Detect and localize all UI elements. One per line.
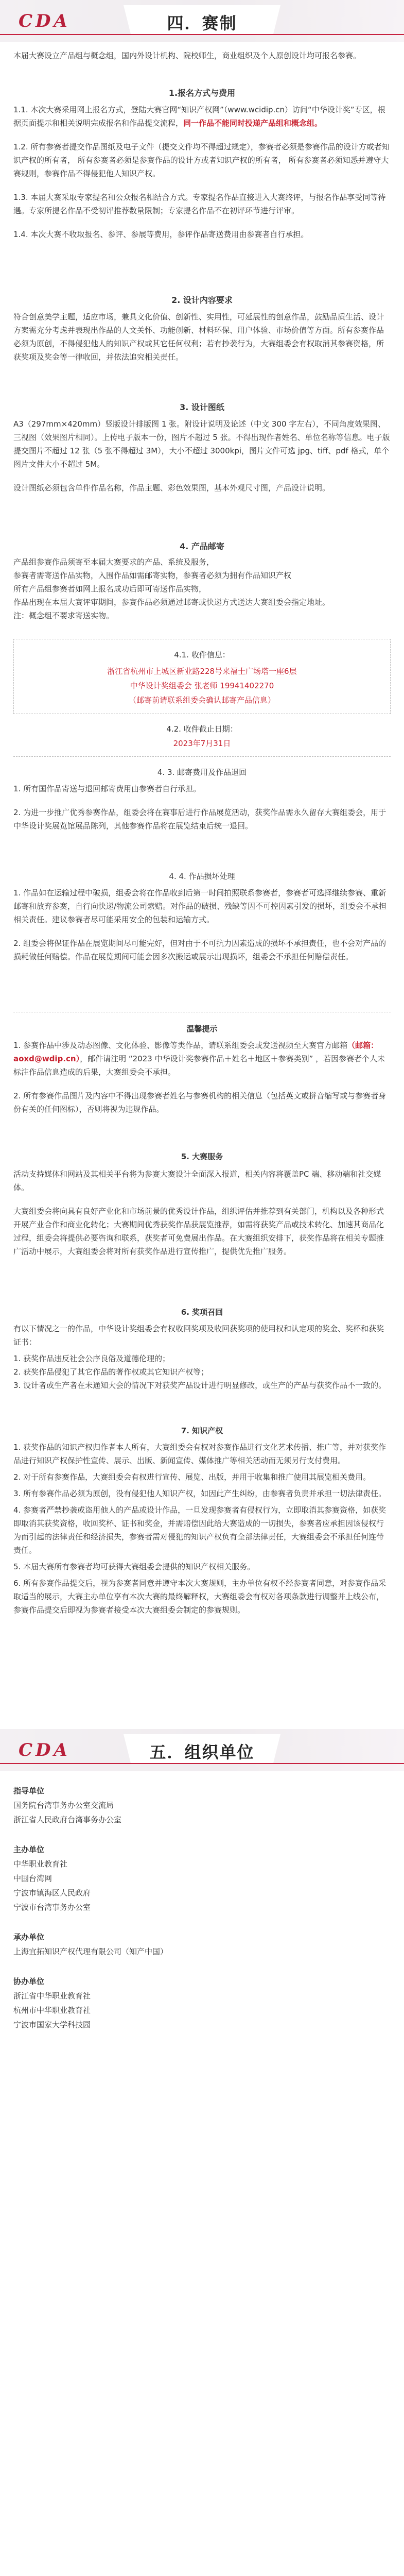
banner-rule	[0, 34, 404, 35]
address-title: 4.1. 收件信息：	[174, 650, 230, 659]
recall-p1: 有以下情况之一的作品，中华设计奖组委会有权收回奖项及收回获奖项的使用权和认定项的奖金、奖杯和获奖证书：	[13, 1324, 384, 1347]
design-requirements-p1: 符合创意美学主题，适应市场，兼具文化价值、创新性、实用性，可延展性的创意作品，鼓励品质生活、设计方案需充分考虑并表现出作品的人文关怀、功能创新、材料环保、用户体验、市场价值等方面。所有参赛作品必须为原创，不得侵犯他人的知识产权或其它任何权利；若有抄袭行为，大赛组委会有权取消其参赛资格，所获奖项及奖金等一律收回，并依法追究相关责任。	[13, 312, 384, 362]
recall-p2: 1. 获奖作品违反社会公序良俗及道德伦理的；	[13, 1354, 170, 1363]
shipping-p4: 作品出现在本届大赛评审期间，参赛作品必须通过邮寄或快递方式送达大赛组委会指定地址。	[13, 598, 330, 607]
damage-p1: 1. 作品如在运输过程中破损，组委会将在作品收到后第一时间拍照联系参赛者，参赛者可选择继续参赛、重新邮寄和放弃参赛，自行向快递/物流公司索赔。对作品的破损、残缺等因不可控因素引发的损坏，组委会不承担相关责任。建议参赛者尽可能采用安全的包装和运输方式。	[13, 888, 387, 924]
heading-recall: 6. 奖项召回	[181, 1308, 223, 1317]
return-block	[13, 782, 391, 843]
design-requirements-block	[13, 310, 391, 374]
return-p2: 2. 为进一步推广优秀参赛作品，组委会将在赛事后进行作品展览活动，获奖作品需永久留存大赛组委会，用于中华设计奖展览馆展品陈列，其他参赛作品将在展览结束后统一退回。	[13, 808, 387, 831]
cda-logo: CDA	[19, 11, 71, 31]
registration-warning: 同一作品不能同时投递产品组和概念组。	[183, 118, 323, 128]
tips-email[interactable]: （邮箱：aoxd@wdip.cn）	[13, 1041, 379, 1063]
drawings-block	[13, 417, 391, 505]
registration-p1: 1.1. 本次大赛采用网上报名方式，登陆大赛官网“知识产权网”（www.wcidip.cn）访问“中华设计奖”专区，根据页面提示和相关说明完成报名和作品提交流程，同一作品不能同时投递产品组和概念组。	[13, 105, 385, 128]
heading-damage: 4. 4. 作品损坏处理	[169, 872, 235, 881]
drawings-p1: A3（297mm×420mm）竖版设计排版图 1 张。附设计说明及论述（中文 300 字左右），不同角度效果图、三视图（效果图片相同）。上传电子版本一份，图片不超过 5 张。不得出现作者姓名、单位名称等信息。电子版提交图片不超过 12 张（5 张不得超过 3M），大小不超过 3000kpi，图片文件可选 jpg、tiff、pdf 格式，单个图片文件大小不超过 5M。	[13, 419, 390, 469]
ip-p4: 4. 参赛者严禁抄袭或盗用他人的产品或设计作品，一旦发现参赛者有侵权行为，立即取消其参赛资格，如获奖即取消其获奖资格，收回奖杯、证书和奖金，并需赔偿因此给大赛造成的一切损失，参赛者应承担因该侵权行为而引起的法律责任和经济损失，参赛者需对侵犯的知识产权负有全部法律责任，大赛组委会不承担任何连带责任。	[13, 1505, 387, 1555]
org-group-guidance	[13, 1784, 391, 1827]
cda-logo: CDA	[19, 1740, 71, 1760]
heading-ip: 7. 知识产权	[181, 1426, 223, 1435]
registration-block	[13, 103, 391, 251]
recall-p3: 2. 获奖作品侵犯了其它作品的著作权或其它知识产权等；	[13, 1367, 209, 1377]
org-group-organizer	[13, 1930, 391, 1959]
recall-p4: 3. 设计者或生产者在未通知大会的情况下对获奖产品设计进行明显修改，或生产的产品与获奖作品不一致的。	[13, 1381, 387, 1390]
org-item: 宁波市台湾事务办公室	[13, 1903, 91, 1912]
org-label: 主办单位	[13, 1845, 45, 1854]
ip-p5: 5. 本届大赛所有参赛者均可获得大赛组委会提供的知识产权相关服务。	[13, 1562, 255, 1571]
org-group-host	[13, 1842, 391, 1914]
banner-rule	[0, 1763, 404, 1764]
registration-p2: 1.2. 所有参赛者提交作品图纸及电子文件（提交文件均不得超过规定），参赛者必须是参赛作品的设计方或者知识产权的所有者， 所有参赛者必须是参赛作品的设计方或者知识产权的所有者， 所有参赛者必须知悉并遵守大赛规则，参赛作品不得侵犯他人知识产权。	[13, 142, 390, 178]
ip-p1: 1. 获奖作品的知识产权归作者本人所有，大赛组委会有权对参赛作品进行文化艺术传播、推广等，并对获奖作品进行知识产权保护性宣传、展示、出版、新闻宣传、媒体推广等相关活动而无须另行支付费用。	[13, 1443, 387, 1465]
registration-p4: 1.4. 本次大赛不收取报名、参评、参展等费用，参评作品寄送费用由参赛者自行承担。	[13, 230, 309, 239]
org-group-co-organizer	[13, 1974, 391, 2032]
heading-return: 4. 3. 邮寄费用及作品退回	[157, 768, 247, 777]
org-item: 国务院台湾事务办公室交流局	[13, 1801, 114, 1810]
heading-services: 5. 大赛服务	[181, 1152, 223, 1161]
tips-block	[13, 1039, 391, 1126]
org-label: 承办单位	[13, 1933, 45, 1942]
shipping-p2: 参赛者需寄送作品实物，入围作品如需邮寄实物，参赛者必须为拥有作品知识产权	[13, 571, 292, 580]
drawings-p2: 设计图纸必须包含单件作品名称，作品主题、彩色效果图，基本外观尺寸图，产品设计说明。	[13, 483, 330, 493]
heading-drawings: 3. 设计图纸	[180, 402, 224, 412]
tips-p1: 1. 参赛作品中涉及动态图像、文化体验、影像等类作品，请联系组委会或发送视频至大赛官方邮箱（邮箱：aoxd@wdip.cn），邮件请注明 “2023 中华设计奖参赛作品＋姓名＋地区＋参赛类别” ，若因参赛者个人未标注作品信息造成的后果，大赛组委会不承担。	[13, 1041, 385, 1077]
shipping-p1: 产品组参赛作品须寄至本届大赛要求的产品、系统及服务，	[13, 557, 215, 567]
banner-title-box	[131, 1734, 273, 1763]
ip-p3: 3. 所有参赛作品必须为原创，没有侵犯他人知识产权，如因此产生纠纷，由参赛者负责并承担一切法律责任。	[13, 1489, 387, 1498]
shipping-block	[13, 555, 391, 622]
recipient-line: 中华设计奖组委会 张老师 19941402270	[130, 681, 274, 690]
org-item: 上海宜拓知识产权代理有限公司（知产中国）	[13, 1947, 168, 1956]
org-item: 宁波市镇海区人民政府	[13, 1888, 91, 1897]
org-item: 浙江省中华职业教育社	[13, 1991, 91, 2001]
org-item: 中国台湾网	[13, 1874, 52, 1883]
ip-block	[13, 1440, 391, 1620]
deadline-title: 4.2. 收件截止日期：	[166, 724, 238, 734]
heading-shipping: 4. 产品邮寄	[180, 541, 224, 551]
services-p2: 大赛组委会将向具有良好产业化和市场前景的优秀设计作品，组织评估并推荐到有关部门，机构以及各种形式开展产业合作和商业化转化；大赛期间优秀获奖作品获展览推荐，如需将获奖产品或技术转化、加速其商品化过程，组委会将提供必要咨询和联系，获奖者可免费展出作品。在大赛组织安排下，获奖作品将在相关专题推广活动中展示，大赛组委会将对所有获奖作品进行宣传推广，提供优先推广服务。	[13, 1207, 384, 1256]
shipping-p3: 所有产品组参赛者如网上报名成功后即可寄送作品实物，	[13, 584, 207, 594]
address-line: 浙江省杭州市上城区新业路228号来福士广场塔一座6层	[107, 667, 297, 676]
shipping-p5: 注：概念组不要求寄送实物。	[13, 611, 114, 620]
banner-title-box	[131, 5, 273, 34]
section-banner-5	[0, 1729, 404, 1771]
return-p1: 1. 所有国作品寄送与退回邮寄费用由参赛者自行承担。	[13, 784, 201, 793]
services-block	[13, 1167, 391, 1268]
deadline-date: 2023年7月31日	[173, 739, 231, 748]
registration-p3: 1.3. 本届大赛采取专家提名和公众报名相结合方式。专家提名作品直接进入大赛终评，与报名作品享受同等待遇。专家所提名作品不受初评推荐数量限制；专家提名作品不在初评环节进行评审。	[13, 193, 386, 215]
org-item: 宁波市国家大学科技园	[13, 2020, 91, 2029]
divider	[13, 756, 391, 757]
tips-p3: 2. 所有参赛作品图片及内容中不得出现参赛者姓名与参赛机构的相关信息（包括英文或拼音缩写或与参赛者身份有关的任何图标），否则将视为违规作品。	[13, 1091, 387, 1114]
org-item: 中华职业教育社	[13, 1859, 68, 1869]
address-note: （邮寄前请联系组委会确认邮寄产品信息）	[128, 696, 275, 705]
org-label: 指导单位	[13, 1786, 45, 1795]
org-label: 协办单位	[13, 1977, 45, 1986]
services-p1: 活动支持媒体和网站及其相关平台将为参赛大赛设计全面深入报道，相关内容将覆盖PC 端、移动端和社交媒体。	[13, 1170, 381, 1192]
org-item: 杭州市中华职业教育社	[13, 2006, 91, 2015]
organizers-block	[13, 1784, 391, 2032]
heading-design-requirements: 2. 设计内容要求	[171, 295, 233, 305]
org-item: 浙江省人民政府台湾事务办公室	[13, 1815, 122, 1824]
recall-block	[13, 1322, 391, 1392]
heading-tips: 温馨提示	[186, 1024, 218, 1033]
heading-registration: 1.报名方式与费用	[168, 88, 236, 98]
section-title-organizers: 五．组织单位	[149, 1742, 255, 1762]
ip-p2: 2. 对于所有参赛作品，大赛组委会有权进行宣传、展览、出版，并用于收集和推广使用其展览相关费用。	[13, 1472, 371, 1482]
ip-p6: 6. 所有参赛作品提交后，视为参赛者同意并遵守本次大赛规则，主办单位有权不经参赛者同意，对参赛作品采取适当的展示，大赛主办单位享有本次大赛的最终解释权，大赛组委会有权对各项条款进行调整并上线公布，参赛作品提交后即视为参赛者接受本次大赛组委会制定的参赛规则。	[13, 1579, 387, 1615]
damage-p2: 2. 组委会将保证作品在展览期间尽可能完好，但对由于不可抗力因素造成的损坏不承担责任，也不会对产品的损耗做任何赔偿。作品在展览期间可能会因多次搬运或展示出现损坏，组委会不承担任何赔偿责任。	[13, 939, 387, 961]
section-title-rules: 四．赛制	[167, 13, 237, 33]
damage-block	[13, 886, 391, 974]
intro-paragraph: 本届大赛设立产品组与概念组，国内外设计机构、院校师生，商业组织及个人原创设计均可报名参赛。	[13, 51, 361, 60]
intro-text	[13, 49, 391, 73]
section-banner-4	[0, 0, 404, 42]
